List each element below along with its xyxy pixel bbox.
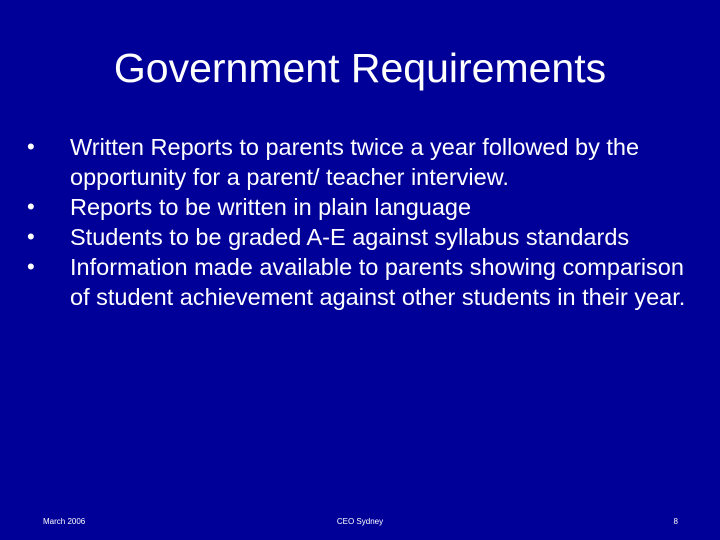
bullet-item [24,132,704,192]
footer-date: March 2006 [43,517,86,526]
footer-organization: CEO Sydney [336,517,384,526]
slide-title: Government Requirements [113,45,607,91]
bullet-dot-icon: • [27,134,35,159]
bullet-item [24,222,704,252]
bullet-item [24,252,704,312]
bullet-list [24,132,704,312]
bullet-dot-icon: • [27,254,35,279]
bullet-text: Information made available to parents showing comparison of student achievement against other students in their year. [70,254,686,310]
footer-page-number: 8 [673,517,678,526]
bullet-item [24,192,704,222]
bullet-text: Reports to be written in plain language [70,194,472,220]
bullet-text: Written Reports to parents twice a year followed by the opportunity for a parent/ teacher interview. [70,134,640,190]
bullet-text: Students to be graded A-E against syllabus standards [70,224,630,250]
bullet-dot-icon: • [27,224,35,249]
bullet-dot-icon: • [27,194,35,219]
